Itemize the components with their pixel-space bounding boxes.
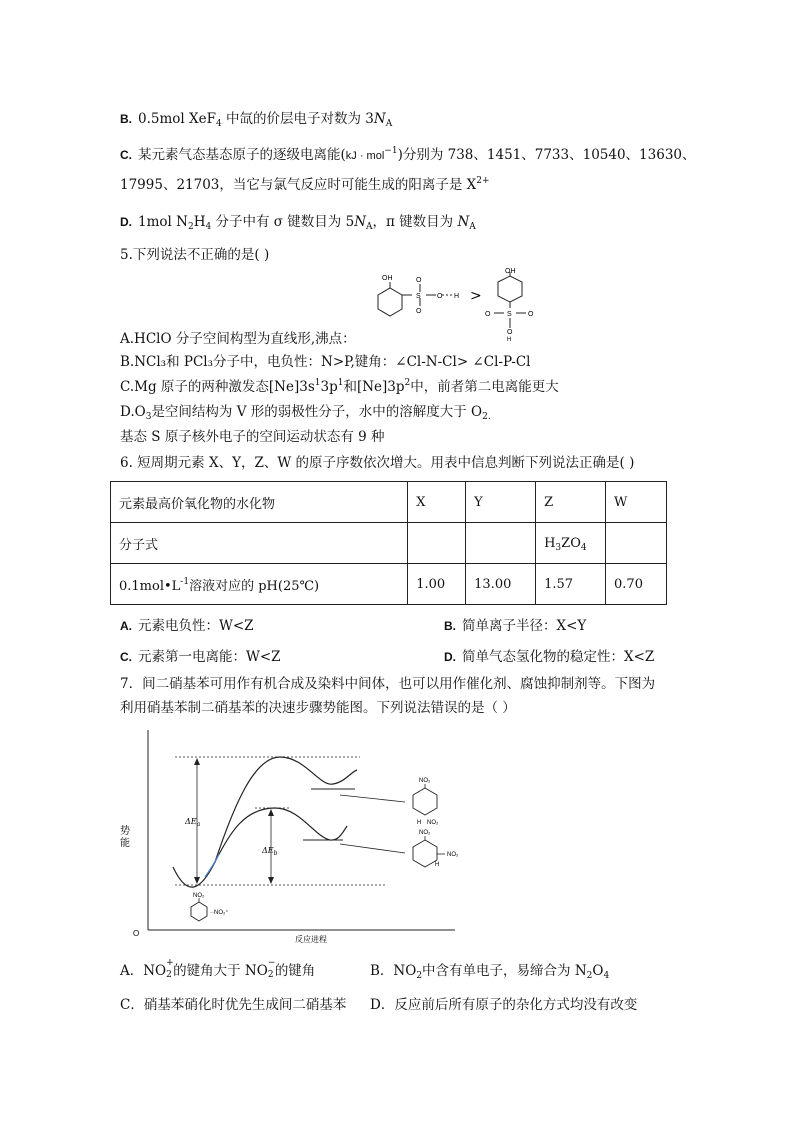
reactant-no2-plus-label: ··NO₂⁺ [210, 910, 229, 916]
table-cell: 分子式 [111, 523, 408, 564]
pointer-line-a [340, 795, 405, 802]
dEb-arrowhead-bottom [268, 877, 274, 884]
dEa-arrowhead-top [194, 758, 200, 765]
table-row [111, 523, 667, 564]
o-lower-label: O [507, 329, 513, 336]
table-cell [408, 523, 466, 564]
table-cell: Y [466, 482, 536, 523]
origin-label: O [133, 929, 140, 938]
q5-extra-line: 基态 S 原子核外电子的空间运动状态有 9 种 [120, 429, 385, 445]
q6-option-c: C. 元素第一电离能：W<Z [120, 649, 281, 665]
q7-energy-diagram [115, 722, 495, 947]
table-cell: 13.00 [466, 564, 536, 605]
path-a-curve [173, 757, 357, 887]
dEa-label: $\Delta E_a$ [185, 817, 201, 828]
table-cell [466, 523, 536, 564]
q6-title: 6. 短周期元素 X、Y，Z、W 的原子序数依次增大。用表中信息判断下列说法正确是( ) [120, 455, 635, 471]
q7-option-d: D．反应前后所有原子的杂化方式均没有改变 [370, 997, 638, 1013]
q5-structures-figure [360, 268, 570, 343]
table-cell: 0.70 [606, 564, 667, 605]
h-lower-label: H [507, 337, 512, 343]
q7-stem-line2: 利用硝基苯制二硝基苯的决速步骤势能图。下列说法错误的是（ ） [120, 700, 516, 716]
greater-than-sign: > [470, 288, 482, 304]
o-label: O [437, 293, 443, 300]
table-cell: 1.00 [408, 564, 466, 605]
dEb-arrowhead-top [268, 809, 274, 816]
intermediate-a-ring [413, 788, 437, 815]
table-row [111, 564, 667, 605]
q7-option-b: B．$NO_2$中含有单电子，易缔合为 $N_2O_4$ [370, 963, 610, 981]
o-left-label: O [485, 311, 491, 318]
table-cell: 1.57 [536, 564, 606, 605]
y-axis-label-1: 势 [120, 826, 130, 837]
table-cell [606, 523, 667, 564]
q7-option-c: C．硝基苯硝化时优先生成间二硝基苯 [120, 997, 347, 1013]
reactant-benzene-ring [191, 902, 207, 921]
o-top-label: O [416, 277, 422, 284]
dEa-arrowhead-bottom [194, 877, 200, 884]
x-axis-label: 反应进程 [295, 935, 327, 944]
q5-option-d: $D.O_3$是空间结构为 V 形的弱极性分子，水中的溶解度大于 $O_{2.}$ [120, 404, 491, 422]
q7-option-a: A．NO + 2 的键角大于 NO − 2 的键角 [120, 958, 316, 980]
q6-option-b: B. 简单离子半径：X<Y [444, 618, 587, 634]
q4-option-c-line1: C. 某元素气态基态原子的逐级电离能(kJ · mol$^{-1}$)分别为 738、1451、7733、10540、13630、 [120, 146, 696, 163]
q4-option-c-line2: 17995、21703，当它与氯气反应时可能生成的阳离子是 $X^{2+}$ [120, 176, 490, 193]
q4-option-d: D. 1mol $N_2H_4$ 分子中有 σ 键数目为 $5N_A$，π 键数目为 $N_A$ [120, 214, 476, 232]
table-cell: $0.1mol•L^{-1}$溶液对应的 pH(25℃) [111, 564, 408, 605]
intermediate-b-ring [413, 840, 440, 868]
table-cell: Z [536, 482, 606, 523]
q6-option-a: A. 元素电负性：W<Z [120, 618, 254, 634]
intermediate-b-no2-label: NO₂ [419, 830, 431, 836]
table-cell: X [408, 482, 466, 523]
oh-right-label: OH [505, 268, 516, 275]
o-right-label: O [528, 311, 534, 318]
intermediate-b-h-label: H [435, 862, 440, 868]
q4-option-b: B. 0.5mol XeF$_4$ 中氙的价层电子对数为 $3N_A$ [120, 111, 393, 129]
intermediate-b-no2b-label: NO₂ [447, 852, 459, 858]
intermediate-a-no2b-label: NO₂ [427, 820, 439, 826]
h-label: H [454, 293, 460, 300]
q5-option-c: C.Mg 原子的两种激发态$[Ne]3s^13p^1$和$[Ne]3p^2$中，前者第二电离能更大 [120, 378, 559, 395]
curve-highlight [205, 854, 219, 877]
y-axis-label-2: 能 [120, 838, 130, 849]
table-cell: 元素最高价氧化物的水化物 [111, 482, 408, 523]
q6-option-d: D. 简单气态氢化物的稳定性：X<Z [444, 649, 655, 665]
path-b-curve [215, 808, 347, 862]
dEb-label: $\Delta E_b$ [262, 846, 278, 857]
table-cell: W [606, 482, 667, 523]
intermediate-a-h-label: H [417, 820, 422, 826]
oh-label: OH [382, 275, 393, 282]
q5-title: 5.下列说法不正确的是( ) [120, 247, 270, 263]
o-bottom-label: O [416, 308, 422, 315]
q6-table [110, 481, 667, 605]
table-row [111, 482, 667, 523]
table-cell: $H_3ZO_4$ [536, 523, 606, 564]
q5-option-a: A.HClO 分子空间构型为直线形,沸点： [120, 331, 356, 347]
s-right-label: S [507, 311, 512, 318]
s-label: S [416, 293, 421, 300]
intermediate-a-no2-label: NO₂ [419, 778, 431, 784]
q5-option-b: B.NCl₃和 PCl₃分子中，电负性：N>P,键角：∠Cl-N-Cl> ∠Cl-P-Cl [120, 354, 531, 370]
pointer-line-b [340, 844, 405, 853]
reactant-no2-label: NO₂ [193, 893, 205, 899]
para-sulfonic-structure [494, 272, 526, 328]
q7-stem-line1: 7．间二硝基苯可用作有机合成及染料中间体，也可以用作催化剂、腐蚀抑制剂等。下图为 [120, 676, 656, 692]
